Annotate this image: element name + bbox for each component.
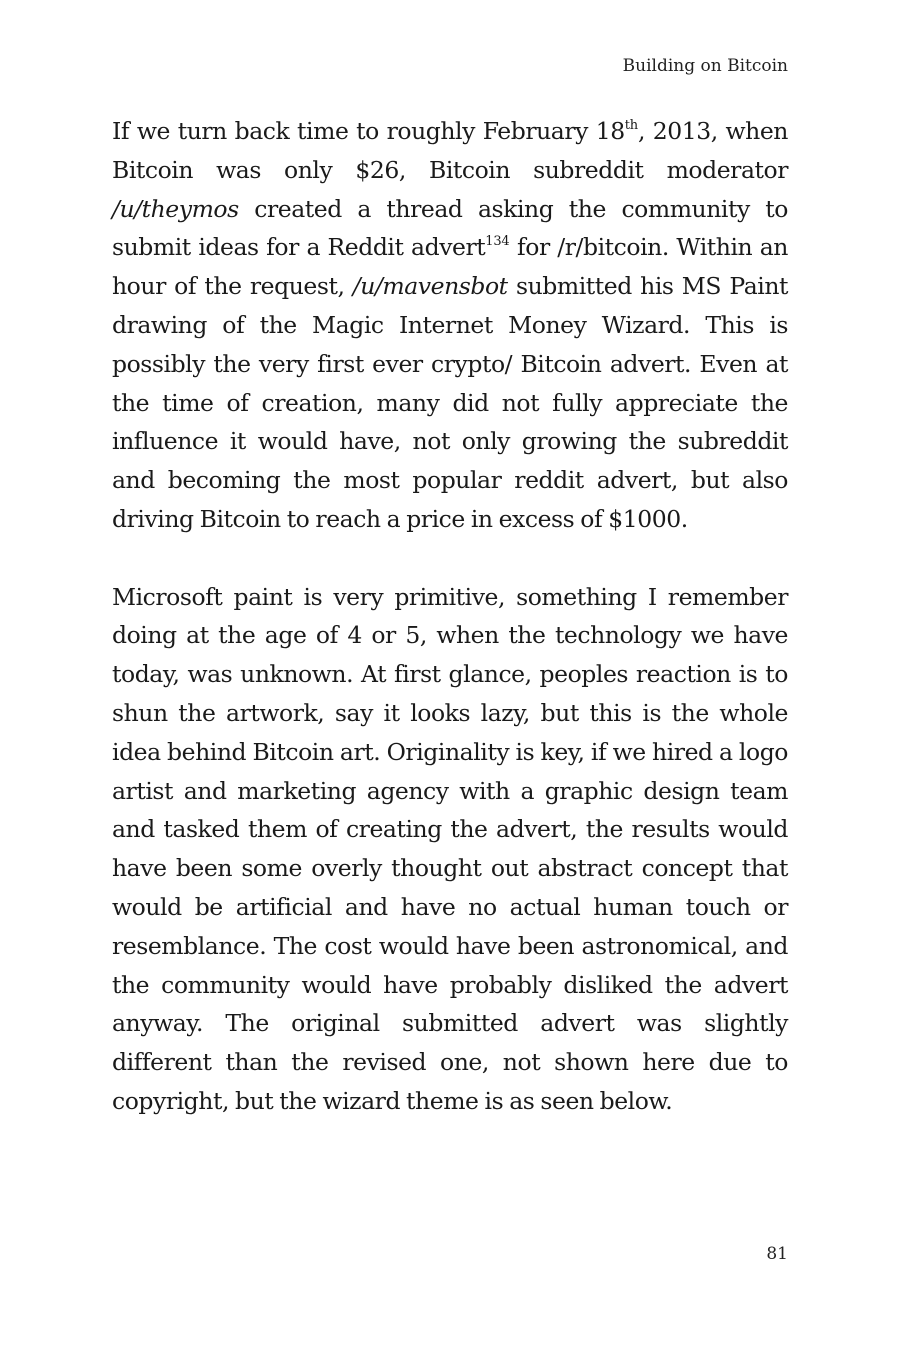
paragraph-1-text-3: created a thread asking the community to submit ideas for a Reddit advert [112,194,788,262]
username-theymos: /u/theymos [112,194,239,223]
username-mavensbot: /u/mavensbot [352,272,508,301]
paragraph-2: Microsoft paint is very primitive, something I remember doing at the age of 4 or 5, when the technology we have today, was unknown. At first glance, peoples reaction is to shun the artwork, say it looks lazy, but this is the whole idea behind Bitcoin art. Originality is key, if we hired a logo artist and marketing agency with a graphic design team and tasked them of creating the advert, the results would have been some overly thought out abstract concept that would be artificial and have no actual human touch or resemblance. The cost would have been astronomical, and the community would have probably disliked the advert anyway. The original submitted advert was slightly different than the revised one, not shown here due to copyright, but the wizard theme is as seen below. [112,582,788,1115]
page-number: 81 [766,1244,788,1264]
paragraph-1-text-5: submitted his MS Paint drawing of the Magic Internet Money Wizard. This is possibly the very first ever crypto/ Bitcoin advert. Even at the time of creation, many did not fully appreciate the influence it would have, not only growing the subreddit and becoming the most popular reddit advert, but also driving Bitcoin to reach a price in excess of $1000. [112,272,788,533]
paragraph-1-text-1: If we turn back time to roughly February 18 [112,117,625,145]
paragraph-1 [112,112,788,539]
paragraph-1-text-4: for /r/bitcoin. Within an hour of the request, [112,233,788,301]
footnote-reference: 134 [485,234,510,250]
ordinal-suffix: th [624,118,638,133]
paragraph-1-text-2: , 2013, when Bitcoin was only $26, Bitcoin subreddit moderator [112,117,788,184]
running-header: Building on Bitcoin [622,56,788,76]
body-text [112,112,788,1121]
